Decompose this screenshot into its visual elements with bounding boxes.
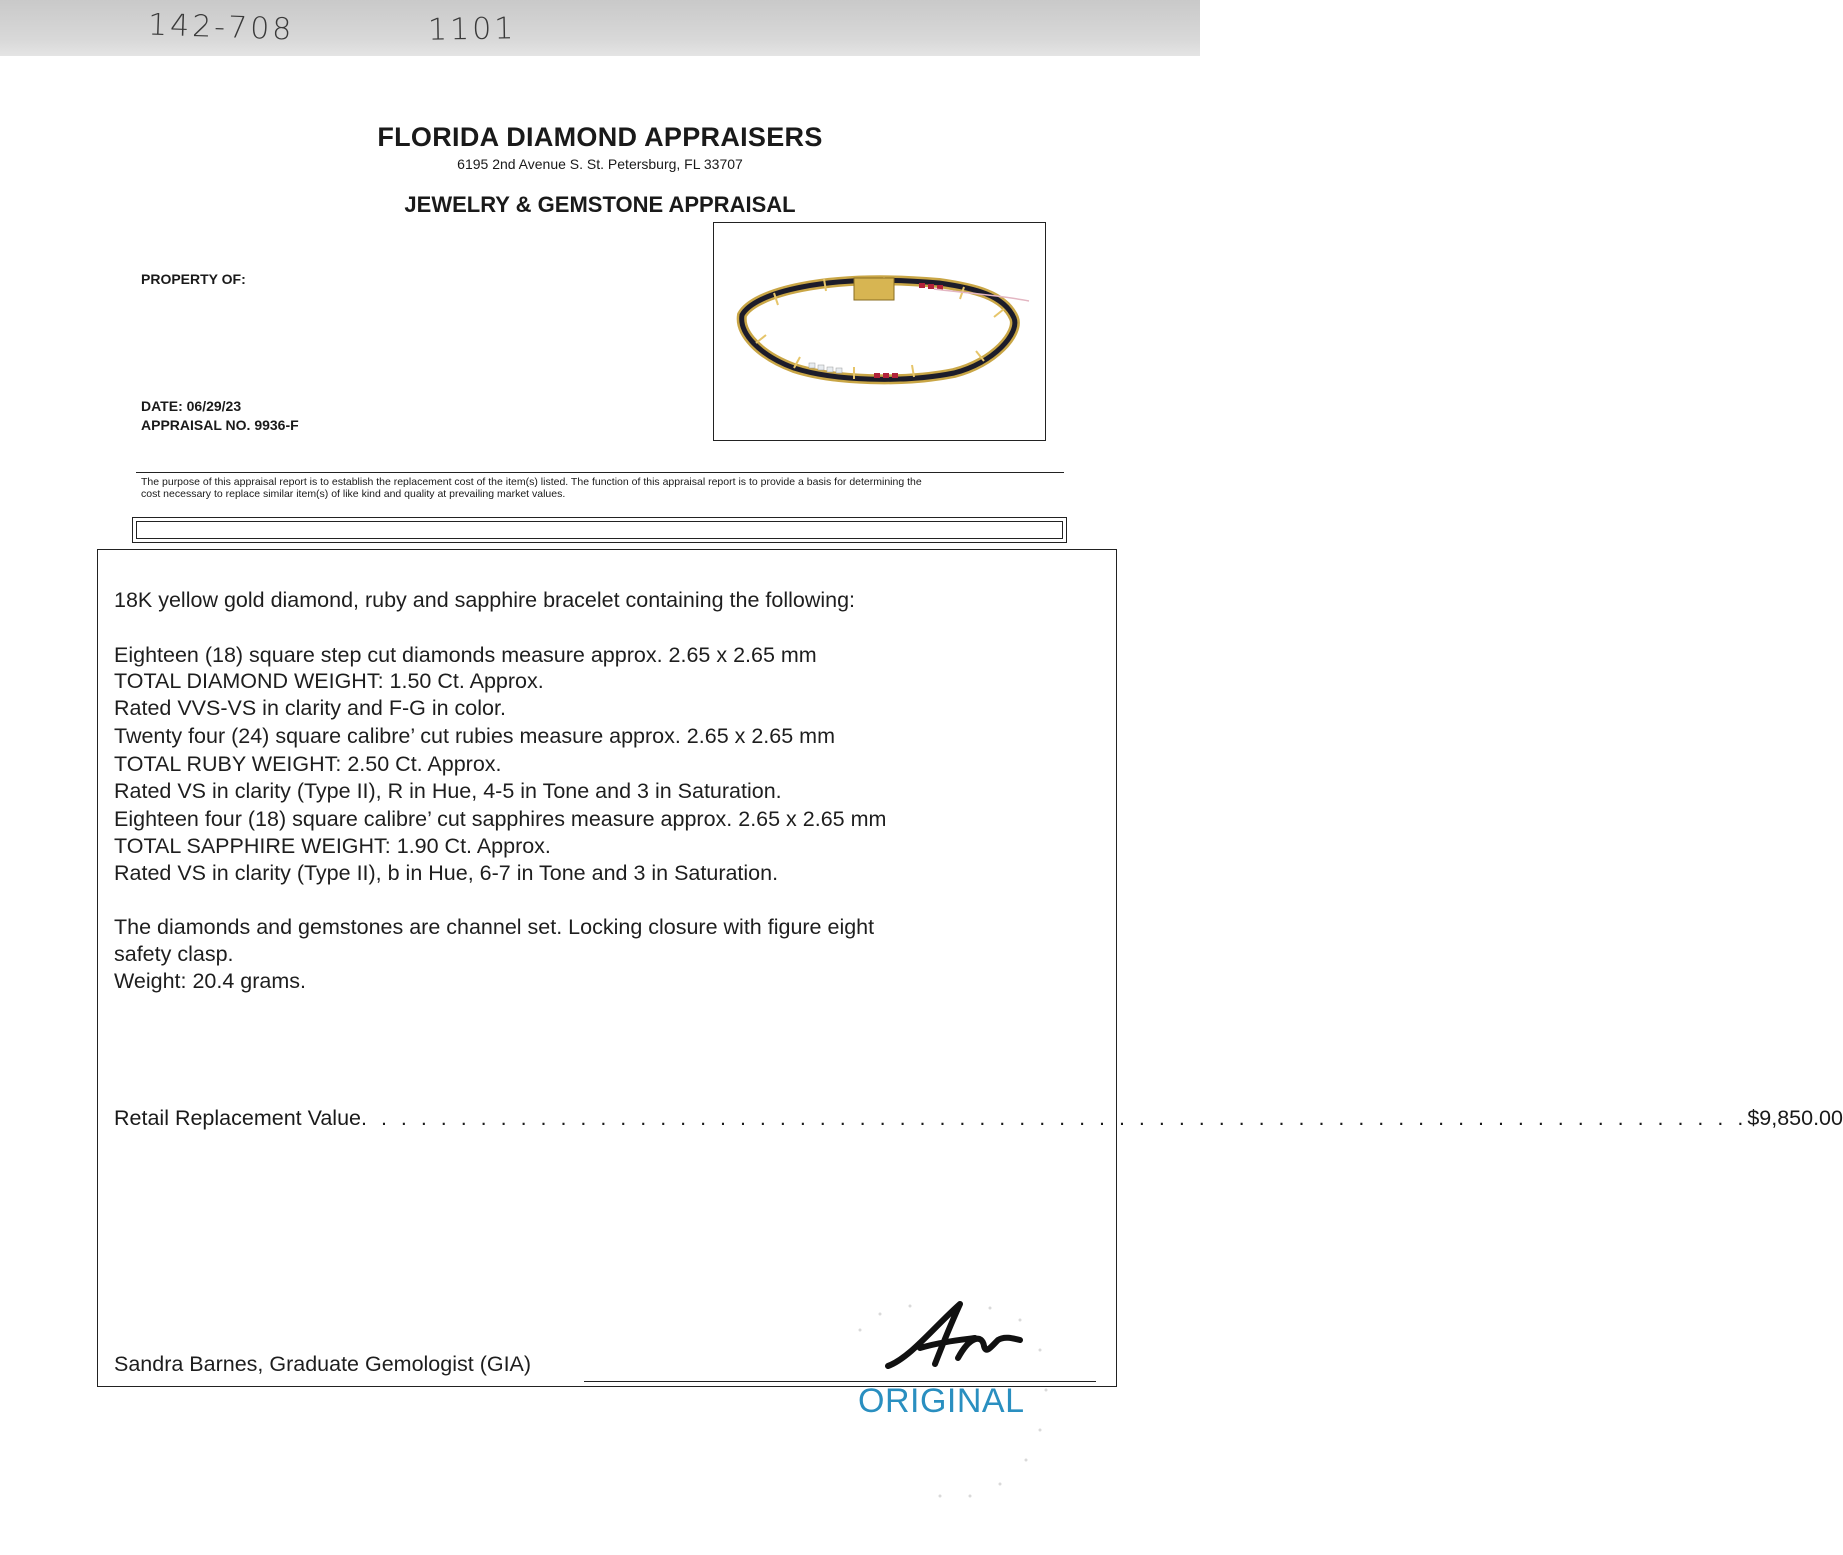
description-intro: 18K yellow gold diamond, ruby and sapphire bracelet containing the following: [114,588,856,612]
top-rule [136,472,1064,473]
retail-value-amount: $9,850.00 [1747,1106,1843,1130]
description-line: TOTAL SAPPHIRE WEIGHT: 1.90 Ct. Approx. [114,834,551,858]
double-border-bar [132,517,1067,543]
description-line: Rated VVS-VS in clarity and F-G in color. [114,696,506,720]
retail-value-row [114,1106,1843,1132]
description-line: Twenty four (24) square calibre’ cut rubies measure approx. 2.65 x 2.65 mm [114,724,835,748]
company-name: FLORIDA DIAMOND APPRAISERS [377,122,823,152]
double-border-inner [136,521,1063,539]
signature-mark [880,1296,1030,1376]
signer-name: Sandra Barnes, Graduate Gemologist (GIA) [114,1352,532,1376]
company-address: 6195 2nd Avenue S. St. Petersburg, FL 33707 [457,156,743,172]
retail-value-label: Retail Replacement Value [114,1106,361,1130]
setting-line-2: safety clasp. [114,942,234,966]
description-line: Eighteen four (18) square calibre’ cut sapphires measure approx. 2.65 x 2.65 mm [114,807,887,831]
setting-line-1: The diamonds and gemstones are channel set. Locking closure with figure eight [114,915,875,939]
item-weight: Weight: 20.4 grams. [114,969,306,993]
purpose-statement [141,476,1061,500]
handwritten-note-left: 142-708 [147,7,295,48]
description-line: Rated VS in clarity (Type II), R in Hue, 4-5 in Tone and 3 in Saturation. [114,779,782,803]
purpose-line-2: cost necessary to replace similar item(s) of like kind and quality at prevailing market values. [141,488,566,500]
leader-dots: . . . . . . . . . . . . . . . . . . . . . . . . . . . . . . . . . . . . . . . . . . . . . . . . . . . . . . . . . . . . . . . . . . . . . . [361,1106,1748,1130]
bracelet-icon [714,223,1047,442]
description-line: Eighteen (18) square step cut diamonds measure approx. 2.65 x 2.65 mm [114,643,817,667]
original-stamp: ORIGINAL [858,1382,1025,1420]
description-line: TOTAL RUBY WEIGHT: 2.50 Ct. Approx. [114,752,502,776]
property-of-label: PROPERTY OF: [141,271,246,287]
appraisal-date: DATE: 06/29/23 [141,398,242,414]
document-title: JEWELRY & GEMSTONE APPRAISAL [404,192,796,217]
description-line: Rated VS in clarity (Type II), b in Hue, 6-7 in Tone and 3 in Saturation. [114,861,779,885]
purpose-line-1: The purpose of this appraisal report is to establish the replacement cost of the item(s) listed. The function of this appraisal report is to provide a basis for determining the [141,476,922,488]
appraisal-number: APPRAISAL NO. 9936-F [141,417,299,433]
handwritten-note-right: 1101 [427,11,517,48]
bracelet-photo [713,222,1046,441]
description-line: TOTAL DIAMOND WEIGHT: 1.50 Ct. Approx. [114,669,544,693]
